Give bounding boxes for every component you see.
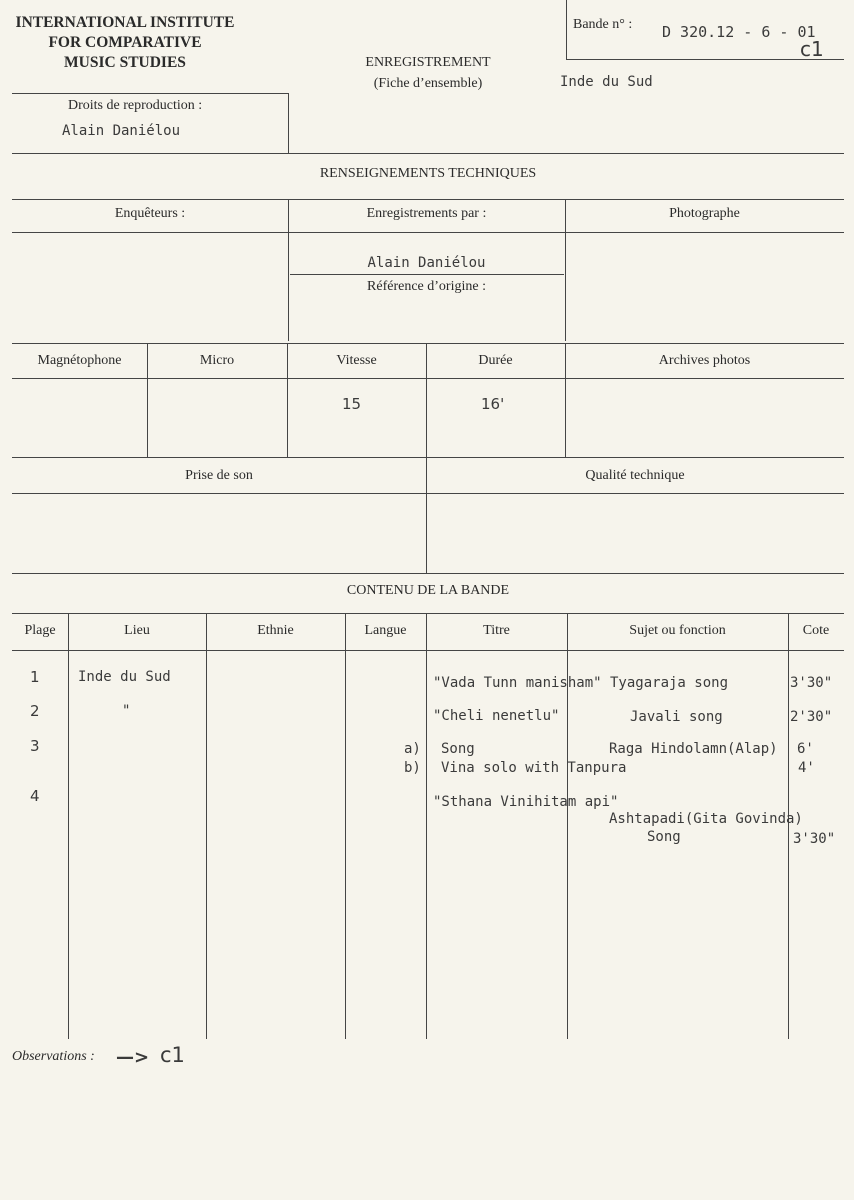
- row-4-plage: 4: [30, 787, 40, 805]
- col-header-sujet: Sujet ou fonction: [629, 623, 726, 638]
- row-3-cote-b: 4': [798, 760, 815, 776]
- row-3-marker-b: b): [404, 760, 421, 776]
- row-4-sujet-2: Song: [647, 829, 681, 845]
- reference-label: Référence d’origine :: [367, 279, 486, 294]
- row-3-cote-a: 6': [797, 741, 814, 757]
- institute-line-3: MUSIC STUDIES: [64, 54, 186, 71]
- row-4-cote: 3'30": [793, 831, 836, 847]
- observations-label: Observations :: [12, 1049, 95, 1064]
- row-3-titre-b: Vina solo with Tanpura: [441, 760, 627, 776]
- row-3-marker-a: a): [404, 741, 421, 757]
- col-header-ethnie: Ethnie: [257, 623, 294, 638]
- enqueteurs-label: Enquêteurs :: [114, 206, 186, 221]
- institute-name: [0, 13, 250, 73]
- prise-de-son-label: Prise de son: [185, 468, 253, 483]
- row-3-titre-a: Song: [441, 741, 475, 757]
- row-4-sujet-1: Ashtapadi(Gita Govinda): [609, 811, 803, 827]
- vitesse-value: 15: [342, 395, 362, 413]
- col-header-titre: Titre: [483, 623, 510, 638]
- col-header-lieu: Lieu: [124, 623, 150, 638]
- row-1-lieu: Inde du Sud: [78, 669, 171, 685]
- droits-label: Droits de reproduction :: [68, 98, 203, 113]
- row-1-cote: 3'30": [790, 675, 833, 691]
- row-2-sujet: Javali song: [630, 709, 723, 725]
- photographe-label: Photographe: [669, 206, 740, 221]
- duree-value: 16': [481, 395, 505, 413]
- qualite-technique-label: Qualité technique: [585, 468, 685, 483]
- contents-section-title: CONTENU DE LA BANDE: [346, 583, 510, 598]
- micro-label: Micro: [199, 353, 235, 368]
- archives-photos-label: Archives photos: [658, 353, 751, 368]
- duree-label: Durée: [478, 353, 513, 368]
- row-4-titre: "Sthana Vinihitam api": [433, 794, 619, 810]
- form-title: ENREGISTREMENT: [365, 55, 491, 70]
- row-1-titre: "Vada Tunn manisham" Tyagaraja song: [433, 675, 729, 691]
- row-2-titre: "Cheli nenetlu": [433, 708, 560, 724]
- observations-arrow: —>: [116, 1047, 150, 1068]
- observations-value: c1: [160, 1043, 185, 1067]
- vitesse-label: Vitesse: [336, 353, 377, 368]
- row-3-sujet-a: Raga Hindolamn(Alap): [609, 741, 778, 757]
- row-1-plage: 1: [30, 668, 40, 686]
- col-header-langue: Langue: [364, 623, 407, 638]
- form-subtitle: (Fiche d’ensemble): [373, 76, 483, 91]
- enregistrements-value: Alain Daniélou: [367, 255, 486, 271]
- row-2-cote: 2'30": [790, 709, 833, 725]
- row-2-plage: 2: [30, 702, 40, 720]
- row-3-plage: 3: [30, 737, 40, 755]
- technical-section-title: RENSEIGNEMENTS TECHNIQUES: [319, 166, 537, 181]
- col-header-cote: Cote: [802, 623, 830, 638]
- row-2-lieu-ditto: ": [122, 703, 131, 719]
- institute-line-2: FOR COMPARATIVE: [48, 34, 202, 51]
- droits-value: Alain Daniélou: [62, 123, 181, 139]
- institute-line-1: INTERNATIONAL INSTITUTE: [15, 14, 235, 31]
- magnetophone-label: Magnétophone: [37, 353, 122, 368]
- col-header-plage: Plage: [24, 623, 56, 638]
- bande-label: Bande n° :: [573, 17, 633, 32]
- region-value: Inde du Sud: [560, 74, 653, 90]
- bande-handwritten-note: c1: [800, 37, 824, 61]
- bande-number: D 320.12 - 6 - 01: [662, 23, 816, 41]
- enregistrements-label: Enregistrements par :: [366, 206, 487, 221]
